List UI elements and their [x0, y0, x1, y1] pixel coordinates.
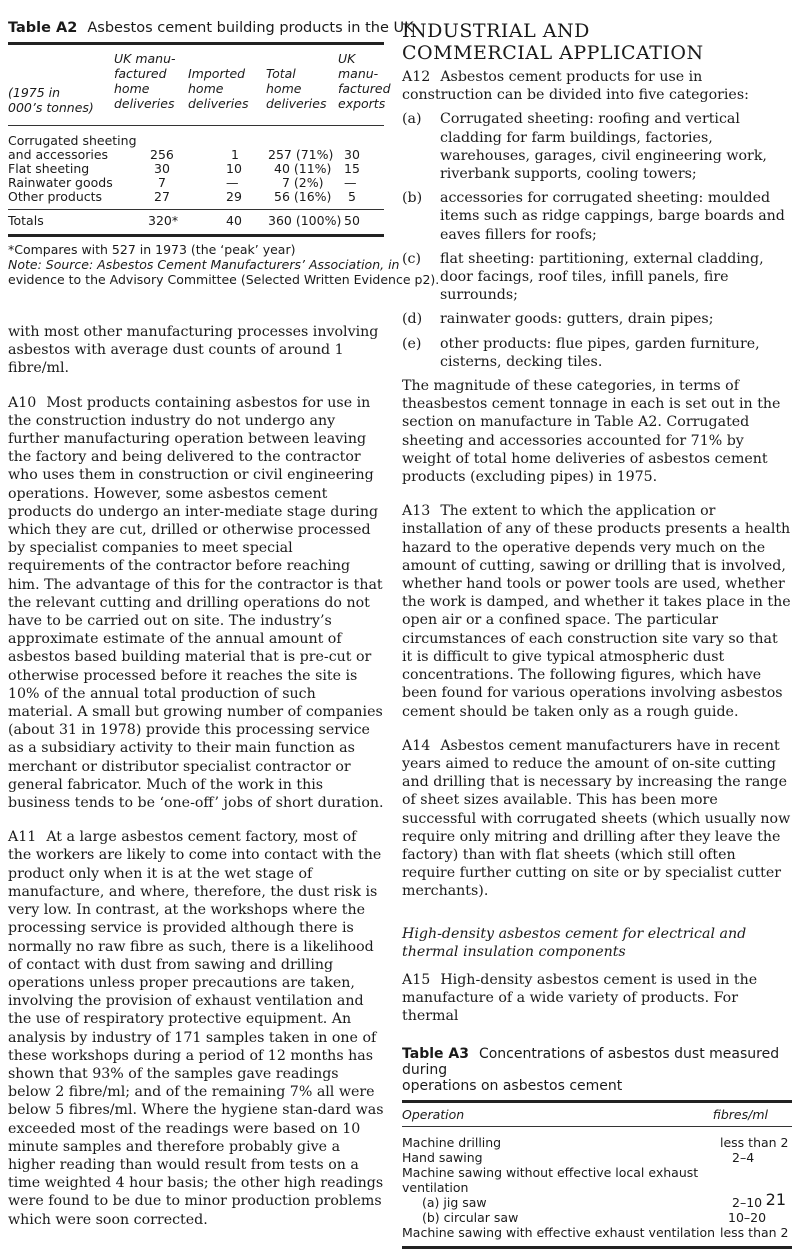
- cell-imported: 29: [226, 189, 242, 204]
- table-a2-note-line: evidence to the Advisory Committee (Selected Written Evidence p2).: [8, 272, 440, 287]
- cell-uk: 256: [150, 147, 174, 162]
- table-row: [402, 1180, 792, 1195]
- table-a2-notes: [8, 242, 440, 287]
- item-text: rainwater goods: gutters, drain pipes;: [440, 311, 714, 328]
- cell-total: 7 (2%): [282, 175, 324, 190]
- cell-operation: Hand sawing: [402, 1149, 483, 1165]
- item-text: flat sheeting: partitioning, external cladding, door facings, roof tiles, infill panels, fire surrounds;: [440, 250, 764, 304]
- table-totals-row: [8, 214, 384, 228]
- cell-uk: 30: [154, 161, 170, 176]
- paragraph-text: At a large asbestos cement factory, most of the workers are likely to come into contact with the product only when it is at the wet stage of manufacture, and where, therefore, the dust risk is very low. In contrast, at the workshops where the processing service is provided although there is normally no raw fibre as such, there is a likelihood of contact with dust from sawing and drilling operations unless proper precautions are taken, involving the provision of exhaust ventilation and the use of respiratory protective equipment. An analysis by industry of 171 samples taken in one of these workshops during a period of 12 months has shown that 93% of the samples gave readings below 2 fibre/ml; and of the remaining 7% all were below 5 fibres/ml. Where the hygiene stan-dard was exceeded most of the readings were based on 10 minute samples and therefore probably give a higher reading than would result from tests on a time weighted 4 hour basis; the other high readings were found to be due to minor production problems which were soon corrected.: [8, 829, 384, 1228]
- paragraph-number: A12: [402, 69, 431, 85]
- col-operation: Operation: [402, 1106, 465, 1122]
- table-row: [8, 134, 384, 148]
- cell-imported: —: [226, 175, 239, 190]
- row-label: Corrugated sheeting: [8, 133, 137, 148]
- table-a3-title: [402, 1046, 792, 1094]
- table-row: [402, 1210, 792, 1225]
- col-fibres: fibres/ml: [712, 1106, 768, 1122]
- cell-fibres: 2–4: [732, 1149, 755, 1165]
- cell-imported: 1: [231, 147, 239, 162]
- cell-exports: 50: [344, 213, 360, 228]
- row-label: Flat sheeting: [8, 161, 90, 176]
- paragraph-text: Asbestos cement manufacturers have in recent years aimed to reduce the amount of on-site cutting and drilling that is necessary by increasing the range of sheet sizes available. This has been more successful with corrugated sheets (which usually now require only mitring and drilling after they leave the factory) than with flat sheets (which still often require further cutting on site or by specialist cutter merchants).: [402, 737, 791, 900]
- cell-imported: 40: [226, 213, 242, 228]
- cell-total: 40 (11%): [274, 161, 332, 176]
- list-item: [402, 110, 792, 183]
- item-text: accessories for corrugated sheeting: moulded items such as ridge cappings, barge boards and eaves fillers for roofs;: [440, 190, 785, 243]
- table-row: [8, 148, 384, 162]
- cell-fibres: less than 2: [720, 1134, 789, 1150]
- paragraph-magnitude: The magnitude of these categories, in terms of theasbestos cement tonnage in each is set out in the section on manufacture in Table A2. Corrugated sheeting and accessories accounted for 71% by weight of total home deliveries of asbestos cement products (excluding pipes) in 1975.: [402, 378, 781, 486]
- category-list: [402, 110, 792, 371]
- cell-operation: ventilation: [402, 1179, 469, 1195]
- paragraph-number: A15: [402, 971, 431, 988]
- table-a3-caption-line1: Concentrations of asbestos dust measured during: [402, 1045, 780, 1078]
- cell-fibres: 2–10: [732, 1194, 763, 1210]
- cell-operation: Machine drilling: [402, 1134, 502, 1150]
- item-label: (b): [402, 190, 423, 207]
- paragraph-a11: [8, 828, 384, 1228]
- table-a2-bottom-rule: [8, 234, 384, 237]
- list-item: [402, 250, 792, 305]
- table-a2-title: [8, 20, 414, 36]
- cell-total: 360 (100%): [268, 213, 342, 228]
- table-a3-header: [402, 1103, 792, 1126]
- cell-imported: 10: [226, 161, 242, 176]
- row-label: Rainwater goods: [8, 175, 113, 190]
- list-item: [402, 189, 792, 244]
- cell-fibres: less than 2: [720, 1224, 789, 1240]
- table-row: [8, 176, 384, 190]
- table-a2-col-exports: UK manu- factured exports: [338, 51, 391, 111]
- table-a2-col-imported: Imported home deliveries: [188, 66, 249, 111]
- paragraph-number: A13: [402, 503, 431, 520]
- paragraph-number: A11: [8, 829, 37, 846]
- table-a3-bottom-rule: [402, 1246, 792, 1249]
- paragraph-text: High-density asbestos cement is used in the manufacture of a wide variety of products. For thermal: [402, 971, 758, 1025]
- cell-exports: 30: [344, 147, 360, 162]
- cell-exports: —: [344, 175, 357, 190]
- table-row: [8, 162, 384, 176]
- cell-operation: Machine sawing with effective exhaust ventilation: [402, 1224, 716, 1240]
- table-a2-units: (1975 in 000’s tonnes): [8, 85, 94, 115]
- cell-total: 56 (16%): [274, 189, 332, 204]
- cell-total: 257 (71%): [268, 147, 334, 162]
- cell-exports: 15: [344, 161, 360, 176]
- table-row: [402, 1165, 792, 1180]
- paragraph-a12: [402, 68, 792, 104]
- paragraph-a13: [402, 502, 792, 720]
- cell-operation: (b) circular saw: [422, 1209, 519, 1225]
- cell-uk: 7: [158, 175, 166, 190]
- table-row: [402, 1135, 792, 1150]
- item-label: (a): [402, 111, 422, 128]
- totals-label: Totals: [8, 213, 44, 228]
- subheading-high-density: High-density asbestos cement for electrical and thermal insulation components: [402, 925, 747, 960]
- paragraph-a14: [402, 737, 792, 901]
- cell-uk: 320*: [148, 213, 179, 228]
- cell-fibres: 10–20: [728, 1209, 767, 1225]
- paragraph-number: A14: [402, 737, 431, 754]
- table-a2-footnote: *Compares with 527 in 1973 (the ‘peak’ year): [8, 242, 296, 257]
- row-label: Other products: [8, 189, 103, 204]
- table-row: [402, 1150, 792, 1165]
- table-row: [8, 190, 384, 204]
- paragraph-a15: [402, 971, 792, 1026]
- table-a2-number: Table A2: [8, 20, 78, 36]
- cell-uk: 27: [154, 189, 170, 204]
- paragraph-text: Most products containing asbestos for use in the construction industry do not undergo any further manufacturing operation between leaving the factory and being delivered to the contractor who uses them in construction or civil engineering operations. However, some asbestos cement products do undergo an inter-mediate stage during which they are cut, drilled or otherwise processed by specialist companies to meet special requirements of the contractor before reaching him. The advantage of this for the contractor is that the relevant cutting and drilling operations do not have to be carried out on site. The industry’s approximate estimate of the annual amount of asbestos based building material that is pre-cut or otherwise processed before it reaches the site is 10% of the annual total production of such material. A small but growing number of companies (about 31 in 1978) provide this processing service as a subsidiary activity to their main function as merchant or distributor specialist contractor or general fabricator. Much of the work in this business tends to be ‘one-off’ jobs of short duration.: [8, 394, 384, 812]
- table-a2-col-uk-home: UK manu- factured home deliveries: [114, 51, 176, 111]
- item-label: (d): [402, 311, 423, 328]
- table-a3-caption-line2: operations on asbestos cement: [402, 1077, 623, 1094]
- item-text: Corrugated sheeting: roofing and vertical cladding for farm buildings, factories, warehouses, garages, civil engineering work, riverbank supports, cooling towers;: [440, 111, 767, 183]
- table-a3-number: Table A3: [402, 1045, 469, 1062]
- section-heading-line2: COMMERCIAL APPLICATION: [402, 42, 704, 64]
- item-label: (e): [402, 335, 422, 352]
- table-a2-note-line: Note: Source: Asbestos Cement Manufacturers’ Association, in: [8, 257, 400, 272]
- table-a2-header: [8, 45, 391, 125]
- right-column: [402, 20, 792, 1249]
- cell-operation: (a) jig saw: [422, 1194, 487, 1210]
- paragraph-text: Asbestos cement products for use in construction can be divided into five categories:: [402, 69, 749, 104]
- table-row: [402, 1195, 792, 1210]
- table-row: [402, 1225, 792, 1240]
- section-heading-line1: INDUSTRIAL AND: [402, 20, 590, 42]
- item-text: other products: flue pipes, garden furniture, cisterns, decking tiles.: [440, 335, 760, 370]
- paragraph-text: The extent to which the application or installation of any of these products presents a health hazard to the operative depends very much on the amount of cutting, sawing or drilling that is involved, whether hand tools or power tools are used, whether the work is damped, and whether it takes place in the open air or a confined space. The particular circumstances of each construction site vary so that it is difficult to give typical atmospheric dust concentrations. The following figures, which have been found for various operations involving asbestos cement should be taken only as a rough guide.: [402, 503, 791, 720]
- row-label: and accessories: [8, 147, 109, 162]
- paragraph-number: A10: [8, 394, 37, 411]
- list-item: [402, 310, 792, 328]
- paragraph-continued: with most other manufacturing processes involving asbestos with average dust counts of around 1 fibre/ml.: [8, 324, 379, 377]
- page-number: 21: [765, 1190, 786, 1209]
- table-a2-caption: Asbestos cement building products in the UK: [87, 20, 414, 36]
- cell-exports: 5: [348, 189, 356, 204]
- list-item: [402, 335, 792, 371]
- cell-operation: Machine sawing without effective local exhaust: [402, 1164, 699, 1180]
- item-label: (c): [402, 250, 422, 267]
- table-a2-col-total: Total home deliveries: [266, 66, 327, 111]
- paragraph-a10: [8, 394, 384, 813]
